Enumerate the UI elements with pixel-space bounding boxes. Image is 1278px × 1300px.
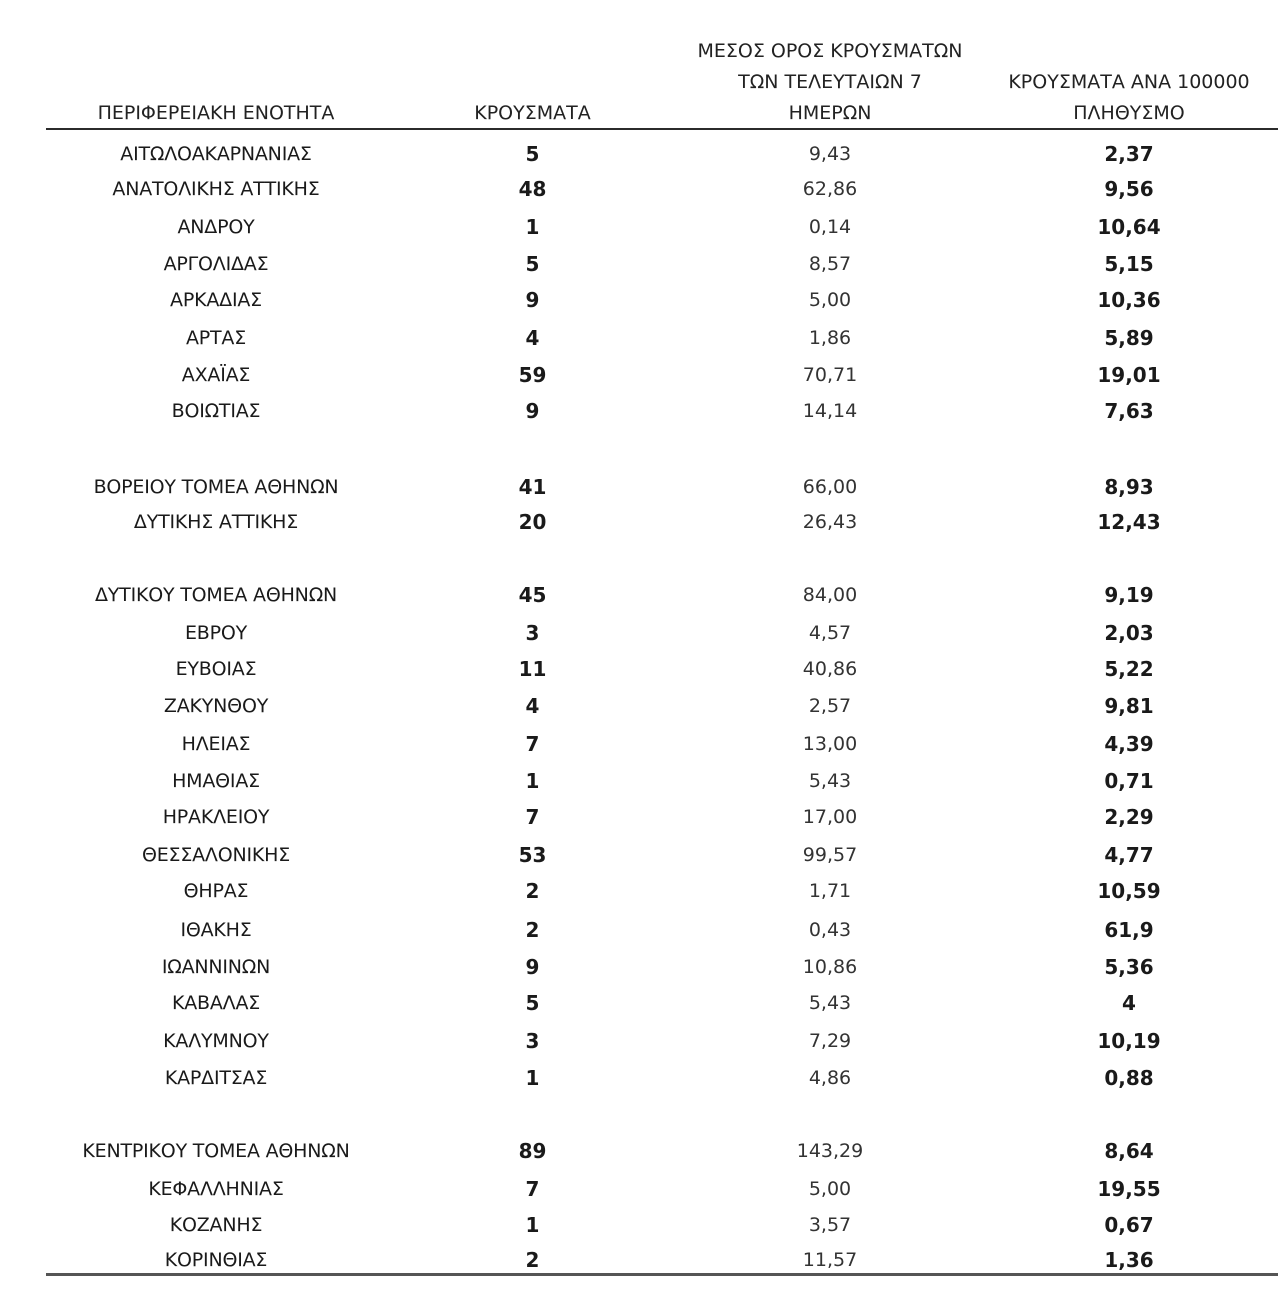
table-row [0,799,1278,835]
cell-region: ΙΘΑΚΗΣ [180,919,252,941]
cell-region: ΑΡΤΑΣ [185,327,247,349]
cell-cases: 2 [525,879,540,903]
table-row [0,1133,1278,1169]
cell-avg7: 5,00 [808,1178,852,1200]
cell-per100k: 2,29 [1104,805,1154,829]
table-row [0,1060,1278,1096]
table-row [0,504,1278,540]
cell-per100k: 10,36 [1097,288,1161,312]
cell-per100k: 0,67 [1104,1213,1154,1237]
table-row [0,837,1278,873]
cell-region: ΚΕΦΑΛΛΗΝΙΑΣ [148,1178,284,1200]
cell-per100k: 4,39 [1104,732,1154,756]
cell-avg7: 11,57 [802,1249,858,1271]
cell-avg7: 3,57 [808,1214,852,1236]
cell-cases: 9 [525,288,540,312]
cell-region: ΖΑΚΥΝΘΟΥ [163,695,269,717]
table-row [0,171,1278,207]
header-avg7: ΜΕΣΟΣ ΟΡΟΣ ΚΡΟΥΣΜΑΤΩΝ ΤΩΝ ΤΕΛΕΥΤΑΙΩΝ 7 ΗΜΕΡΩΝ [697,40,963,124]
header-cases: ΚΡΟΥΣΜΑΤΑ [474,102,591,124]
table-row [0,320,1278,356]
cell-avg7: 1,71 [808,880,852,902]
cell-avg7: 40,86 [802,658,858,680]
cell-cases: 53 [518,843,547,867]
cell-region: ΘΕΣΣΑΛΟΝΙΚΗΣ [141,844,291,866]
cell-cases: 2 [525,918,540,942]
cell-per100k: 5,89 [1104,326,1154,350]
cell-region: ΑΧΑΪΑΣ [181,364,251,386]
cell-cases: 7 [525,805,540,829]
cell-region: ΘΗΡΑΣ [183,880,249,902]
cell-cases: 89 [518,1139,547,1163]
table-row [0,912,1278,948]
cell-avg7: 8,57 [808,253,852,275]
cell-per100k: 7,63 [1104,399,1154,423]
cell-per100k: 5,22 [1104,657,1154,681]
cell-cases: 11 [518,657,547,681]
cell-avg7: 99,57 [802,844,858,866]
header-region: ΠΕΡΙΦΕΡΕΙΑΚΗ ΕΝΟΤΗΤΑ [97,102,335,124]
cell-region: ΑΡΚΑΔΙΑΣ [170,289,262,311]
table-row [0,651,1278,687]
table-bottom-border [46,1273,1278,1276]
cell-cases: 59 [518,363,547,387]
table-row [0,1023,1278,1059]
table-row [0,949,1278,985]
cell-per100k: 10,59 [1097,879,1161,903]
cell-cases: 5 [525,142,540,166]
cell-region: ΚΟΖΑΝΗΣ [169,1214,263,1236]
cell-cases: 3 [525,621,540,645]
cell-cases: 1 [525,215,540,239]
cell-region: ΑΝΑΤΟΛΙΚΗΣ ΑΤΤΙΚΗΣ [112,178,320,200]
table-row [0,688,1278,724]
table-row [0,985,1278,1021]
cell-avg7: 10,86 [802,956,858,978]
cell-avg7: 17,00 [802,806,858,828]
cell-region: ΕΒΡΟΥ [184,622,248,644]
cell-per100k: 5,36 [1104,955,1154,979]
cell-cases: 7 [525,1177,540,1201]
cell-per100k: 4 [1122,991,1136,1015]
cell-per100k: 0,71 [1104,769,1154,793]
cell-per100k: 2,03 [1104,621,1154,645]
table-row [0,246,1278,282]
cell-per100k: 10,64 [1097,215,1161,239]
cell-region: ΗΡΑΚΛΕΙΟΥ [162,806,270,828]
cell-per100k: 0,88 [1104,1066,1154,1090]
cell-region: ΚΑΡΔΙΤΣΑΣ [164,1067,268,1089]
cell-per100k: 1,36 [1104,1248,1154,1272]
cell-region: ΑΡΓΟΛΙΔΑΣ [163,253,269,275]
cell-cases: 5 [525,252,540,276]
cell-region: ΚΟΡΙΝΘΙΑΣ [164,1249,268,1271]
cell-avg7: 14,14 [802,400,858,422]
cell-cases: 45 [518,583,547,607]
cell-region: ΗΜΑΘΙΑΣ [172,770,260,792]
cell-cases: 1 [525,1066,540,1090]
cell-avg7: 66,00 [802,476,858,498]
cell-region: ΔΥΤΙΚΟΥ ΤΟΜΕΑ ΑΘΗΝΩΝ [94,584,338,606]
cell-per100k: 10,19 [1097,1029,1161,1053]
cell-cases: 9 [525,955,540,979]
table-row [0,873,1278,909]
cell-cases: 2 [525,1248,540,1272]
table-row [0,136,1278,172]
cell-per100k: 8,64 [1104,1139,1154,1163]
cell-avg7: 62,86 [802,178,858,200]
cell-cases: 1 [525,769,540,793]
cell-avg7: 26,43 [802,511,858,533]
cell-region: ΚΑΛΥΜΝΟΥ [163,1030,269,1052]
table-row [0,393,1278,429]
cell-region: ΒΟΙΩΤΙΑΣ [171,400,261,422]
cell-region: ΒΟΡΕΙΟΥ ΤΟΜΕΑ ΑΘΗΝΩΝ [93,476,339,498]
header-per100k: ΚΡΟΥΣΜΑΤΑ ΑΝΑ 100000 ΠΛΗΘΥΣΜΟ [1008,71,1250,124]
table-row [0,615,1278,651]
cell-per100k: 9,19 [1104,583,1154,607]
cell-avg7: 0,14 [808,216,852,238]
table-row [0,1207,1278,1243]
cell-per100k: 9,81 [1104,694,1154,718]
table-row [0,209,1278,245]
cell-region: ΙΩΑΝΝΙΝΩΝ [161,956,271,978]
cell-avg7: 7,29 [808,1030,852,1052]
cell-avg7: 70,71 [802,364,858,386]
cell-per100k: 12,43 [1097,510,1161,534]
cell-per100k: 2,37 [1104,142,1154,166]
cell-per100k: 9,56 [1104,177,1154,201]
cell-cases: 4 [525,326,540,350]
cell-cases: 1 [525,1213,540,1237]
cell-cases: 48 [518,177,547,201]
table-row [0,726,1278,762]
cell-per100k: 61,9 [1104,918,1154,942]
cell-avg7: 4,57 [808,622,852,644]
cell-region: ΑΙΤΩΛΟΑΚΑΡΝΑΝΙΑΣ [120,143,312,165]
cell-avg7: 84,00 [802,584,858,606]
cell-avg7: 5,43 [808,770,852,792]
cell-cases: 20 [518,510,547,534]
cell-region: ΚΕΝΤΡΙΚΟΥ ΤΟΜΕΑ ΑΘΗΝΩΝ [82,1140,350,1162]
cell-avg7: 1,86 [808,327,852,349]
table-row [0,469,1278,505]
cell-avg7: 143,29 [796,1140,864,1162]
cell-region: ΔΥΤΙΚΗΣ ΑΤΤΙΚΗΣ [133,511,299,533]
cell-avg7: 5,00 [808,289,852,311]
cell-avg7: 13,00 [802,733,858,755]
cell-avg7: 4,86 [808,1067,852,1089]
cell-per100k: 4,77 [1104,843,1154,867]
table-row [0,357,1278,393]
cell-avg7: 9,43 [808,143,852,165]
table-row [0,763,1278,799]
cell-cases: 41 [518,475,547,499]
cell-per100k: 5,15 [1104,252,1154,276]
cell-avg7: 2,57 [808,695,852,717]
cell-region: ΑΝΔΡΟΥ [177,216,255,238]
cell-region: ΕΥΒΟΙΑΣ [175,658,257,680]
table-row [0,1171,1278,1207]
cell-region: ΗΛΕΙΑΣ [181,733,251,755]
cell-cases: 3 [525,1029,540,1053]
cell-cases: 5 [525,991,540,1015]
cell-region: ΚΑΒΑΛΑΣ [171,992,261,1014]
cell-avg7: 5,43 [808,992,852,1014]
cell-cases: 4 [525,694,540,718]
cell-cases: 7 [525,732,540,756]
cell-cases: 9 [525,399,540,423]
cell-avg7: 0,43 [808,919,852,941]
cell-per100k: 19,55 [1097,1177,1161,1201]
table-row [0,282,1278,318]
cell-per100k: 19,01 [1097,363,1161,387]
cell-per100k: 8,93 [1104,475,1154,499]
table-row [0,577,1278,613]
